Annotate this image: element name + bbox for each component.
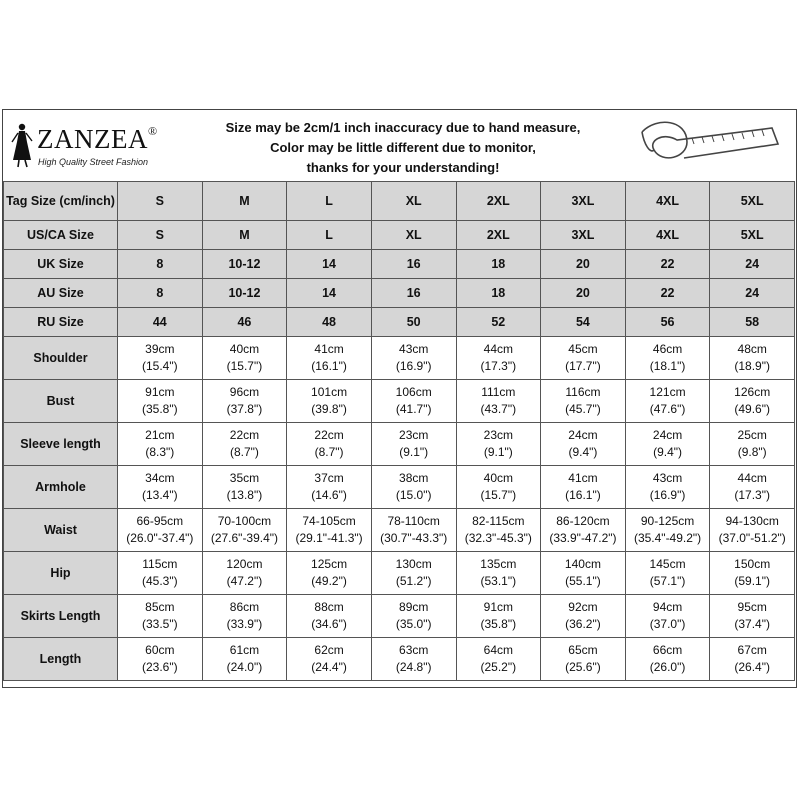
size-cell: 5XL <box>710 182 795 221</box>
size-cell: L <box>287 182 372 221</box>
inch-value: (15.7") <box>480 488 517 502</box>
cm-value: 130cm <box>395 557 432 571</box>
inch-value: (13.8") <box>226 488 263 502</box>
size-cell: 14 <box>287 250 372 279</box>
notice-line: thanks for your understanding! <box>306 160 500 175</box>
size-cell: 52 <box>456 308 541 337</box>
cm-value: 116cm <box>565 385 601 399</box>
inch-value: (17.7") <box>565 359 601 373</box>
measurement-cell <box>118 638 203 681</box>
row-header: Armhole <box>4 466 118 509</box>
measurement-cell <box>456 638 541 681</box>
cm-value: 65cm <box>568 643 598 657</box>
row-header: UK Size <box>4 250 118 279</box>
size-cell: 16 <box>371 279 456 308</box>
size-row <box>4 250 795 279</box>
measurement-cell <box>456 552 541 595</box>
size-cell: 8 <box>118 250 203 279</box>
measurement-cell <box>118 380 203 423</box>
measurement-cell <box>456 466 541 509</box>
cm-value: 85cm <box>145 600 175 614</box>
inch-value: (45.7") <box>565 402 601 416</box>
measurement-cell <box>118 595 203 638</box>
size-cell: 56 <box>625 308 710 337</box>
size-cell: 10-12 <box>202 279 287 308</box>
cm-value: 96cm <box>229 385 260 399</box>
cm-value: 121cm <box>649 385 686 399</box>
row-header: Sleeve length <box>4 423 118 466</box>
row-header: Length <box>4 638 118 681</box>
measurement-cell <box>541 380 626 423</box>
measurement-row <box>4 595 795 638</box>
size-cell: M <box>202 182 287 221</box>
inch-value: (47.6") <box>649 402 686 416</box>
measurement-cell <box>710 595 795 638</box>
row-header: Shoulder <box>4 337 118 380</box>
cm-value: 70-100cm <box>217 514 272 528</box>
measurement-cell <box>541 595 626 638</box>
measurement-cell <box>371 337 456 380</box>
size-cell: 18 <box>456 279 541 308</box>
inch-value: (8.3") <box>145 445 175 459</box>
measurement-row <box>4 337 795 380</box>
measurement-cell <box>118 466 203 509</box>
row-header: Tag Size (cm/inch) <box>4 182 118 221</box>
size-cell: 20 <box>541 250 626 279</box>
inch-value: (15.0") <box>395 488 432 502</box>
size-cell: M <box>202 221 287 250</box>
measurement-cell <box>625 466 710 509</box>
cm-value: 86cm <box>229 600 260 614</box>
brand-name: ZANZEA® <box>37 124 158 154</box>
inch-value: (8.7") <box>229 445 259 459</box>
measurement-cell <box>287 466 372 509</box>
cm-value: 92cm <box>568 600 598 614</box>
measurement-cell <box>202 466 287 509</box>
cm-value: 41cm <box>314 342 344 356</box>
inch-value: (24.8") <box>395 660 432 674</box>
cm-value: 66-95cm <box>136 514 184 528</box>
cm-value: 90-125cm <box>640 514 695 528</box>
cm-value: 106cm <box>395 385 432 399</box>
inch-value: (59.1") <box>734 574 770 588</box>
size-cell: 24 <box>710 250 795 279</box>
inch-value: (24.4") <box>311 660 347 674</box>
measurement-cell <box>456 380 541 423</box>
inch-value: (39.8") <box>311 402 347 416</box>
inch-value: (16.1") <box>311 359 347 373</box>
row-header: AU Size <box>4 279 118 308</box>
size-cell: 18 <box>456 250 541 279</box>
brand-tagline: High Quality Street Fashion <box>38 157 149 167</box>
cm-value: 38cm <box>399 471 429 485</box>
size-cell: 2XL <box>456 221 541 250</box>
size-cell: 20 <box>541 279 626 308</box>
measuring-tape-icon <box>632 114 782 176</box>
size-cell: 4XL <box>625 182 710 221</box>
inch-value: (9.4") <box>653 445 683 459</box>
size-cell: 24 <box>710 279 795 308</box>
measurement-cell <box>541 337 626 380</box>
cm-value: 94cm <box>652 600 683 614</box>
measurement-cell <box>625 638 710 681</box>
inch-value: (45.3") <box>142 574 178 588</box>
cm-value: 44cm <box>737 471 767 485</box>
inch-value: (57.1") <box>649 574 686 588</box>
inch-value: (16.9") <box>649 488 686 502</box>
cm-value: 44cm <box>483 342 513 356</box>
size-table <box>3 181 795 681</box>
measurement-cell <box>371 466 456 509</box>
inch-value: (25.6") <box>565 660 601 674</box>
cm-value: 23cm <box>483 428 513 442</box>
measurement-cell <box>541 638 626 681</box>
row-header: US/CA Size <box>4 221 118 250</box>
inch-value: (18.1") <box>649 359 686 373</box>
measurement-cell <box>202 509 287 552</box>
measurement-cell <box>371 595 456 638</box>
measurement-cell <box>202 423 287 466</box>
cm-value: 63cm <box>399 643 429 657</box>
fashion-model-icon <box>9 122 35 168</box>
row-header: Skirts Length <box>4 595 118 638</box>
size-cell: 5XL <box>710 221 795 250</box>
measurement-cell <box>710 638 795 681</box>
size-cell: 3XL <box>541 182 626 221</box>
cm-value: 37cm <box>314 471 344 485</box>
size-cell: 54 <box>541 308 626 337</box>
cm-value: 101cm <box>311 385 348 399</box>
cm-value: 145cm <box>649 557 686 571</box>
notice-text <box>213 118 593 178</box>
inch-value: (26.0") <box>649 660 686 674</box>
measurement-cell <box>456 509 541 552</box>
cm-value: 46cm <box>652 342 683 356</box>
size-cell: XL <box>371 221 456 250</box>
inch-value: (27.6"-39.4") <box>210 531 279 545</box>
size-chart <box>2 109 797 688</box>
inch-value: (30.7"-43.3") <box>380 531 448 545</box>
measurement-cell <box>371 509 456 552</box>
inch-value: (24.0") <box>226 660 263 674</box>
measurement-cell <box>625 595 710 638</box>
cm-value: 78-110cm <box>387 514 440 528</box>
cm-value: 24cm <box>568 428 598 442</box>
inch-value: (29.1"-41.3") <box>295 531 363 545</box>
measurement-cell <box>710 423 795 466</box>
measurement-row <box>4 552 795 595</box>
inch-value: (37.4") <box>734 617 770 631</box>
inch-value: (26.0"-37.4") <box>126 531 194 545</box>
cm-value: 43cm <box>652 471 683 485</box>
size-row <box>4 279 795 308</box>
inch-value: (14.6") <box>311 488 347 502</box>
cm-value: 22cm <box>229 428 260 442</box>
cm-value: 48cm <box>737 342 767 356</box>
size-cell: 46 <box>202 308 287 337</box>
measurement-cell <box>287 552 372 595</box>
cm-value: 125cm <box>311 557 348 571</box>
measurement-cell <box>710 337 795 380</box>
row-header: Bust <box>4 380 118 423</box>
size-cell: 16 <box>371 250 456 279</box>
cm-value: 21cm <box>145 428 175 442</box>
cm-value: 45cm <box>568 342 598 356</box>
cm-value: 40cm <box>229 342 260 356</box>
size-row <box>4 182 795 221</box>
inch-value: (37.0") <box>649 617 686 631</box>
size-cell: 58 <box>710 308 795 337</box>
cm-value: 25cm <box>737 428 767 442</box>
inch-value: (49.6") <box>734 402 770 416</box>
cm-value: 22cm <box>314 428 344 442</box>
notice-line: Color may be little different due to monitor, <box>270 140 536 155</box>
chart-header <box>3 110 796 181</box>
size-cell: XL <box>371 182 456 221</box>
measurement-cell <box>710 552 795 595</box>
size-cell: S <box>118 182 203 221</box>
cm-value: 111cm <box>481 385 516 399</box>
inch-value: (9.1") <box>483 445 513 459</box>
measurement-cell <box>625 423 710 466</box>
inch-value: (16.9") <box>395 359 432 373</box>
inch-value: (49.2") <box>311 574 347 588</box>
measurement-cell <box>287 638 372 681</box>
inch-value: (15.7") <box>226 359 263 373</box>
size-cell: 14 <box>287 279 372 308</box>
cm-value: 140cm <box>564 557 601 571</box>
inch-value: (55.1") <box>565 574 601 588</box>
cm-value: 34cm <box>145 471 175 485</box>
measurement-cell <box>287 423 372 466</box>
cm-value: 126cm <box>734 385 771 399</box>
measurement-row <box>4 380 795 423</box>
inch-value: (34.6") <box>311 617 347 631</box>
inch-value: (13.4") <box>142 488 178 502</box>
inch-value: (32.3"-45.3") <box>464 531 532 545</box>
cm-value: 40cm <box>483 471 513 485</box>
cm-value: 94-130cm <box>725 514 779 528</box>
measurement-cell <box>710 380 795 423</box>
measurement-cell <box>118 552 203 595</box>
inch-value: (51.2") <box>395 574 432 588</box>
row-header: RU Size <box>4 308 118 337</box>
inch-value: (36.2") <box>565 617 601 631</box>
measurement-cell <box>456 337 541 380</box>
measurement-row <box>4 466 795 509</box>
cm-value: 41cm <box>568 471 598 485</box>
inch-value: (18.9") <box>734 359 770 373</box>
cm-value: 91cm <box>483 600 513 614</box>
size-cell: 4XL <box>625 221 710 250</box>
measurement-cell <box>118 337 203 380</box>
measurement-cell <box>710 509 795 552</box>
measurement-cell <box>202 638 287 681</box>
inch-value: (43.7") <box>480 402 517 416</box>
inch-value: (35.4"-49.2") <box>633 531 702 545</box>
cm-value: 135cm <box>480 557 517 571</box>
inch-value: (37.8") <box>226 402 263 416</box>
cm-value: 23cm <box>399 428 429 442</box>
inch-value: (15.4") <box>142 359 178 373</box>
measurement-cell <box>371 638 456 681</box>
inch-value: (9.4") <box>568 445 598 459</box>
row-header: Waist <box>4 509 118 552</box>
measurement-cell <box>625 337 710 380</box>
measurement-cell <box>625 509 710 552</box>
cm-value: 82-115cm <box>472 514 525 528</box>
inch-value: (9.8") <box>737 445 767 459</box>
measurement-cell <box>118 509 203 552</box>
cm-value: 120cm <box>226 557 263 571</box>
cm-value: 115cm <box>142 557 178 571</box>
cm-value: 67cm <box>737 643 767 657</box>
cm-value: 64cm <box>483 643 513 657</box>
cm-value: 66cm <box>652 643 683 657</box>
size-cell: 3XL <box>541 221 626 250</box>
inch-value: (53.1") <box>480 574 517 588</box>
inch-value: (41.7") <box>395 402 432 416</box>
inch-value: (47.2") <box>226 574 263 588</box>
measurement-cell <box>287 509 372 552</box>
size-cell: 10-12 <box>202 250 287 279</box>
measurement-cell <box>456 595 541 638</box>
measurement-cell <box>287 337 372 380</box>
measurement-cell <box>202 337 287 380</box>
measurement-cell <box>202 380 287 423</box>
notice-line: Size may be 2cm/1 inch inaccuracy due to hand measure, <box>225 120 581 135</box>
inch-value: (33.9"-47.2") <box>549 531 617 545</box>
cm-value: 24cm <box>652 428 683 442</box>
cm-value: 74-105cm <box>302 514 356 528</box>
inch-value: (16.1") <box>565 488 601 502</box>
inch-value: (37.0"-51.2") <box>718 531 786 545</box>
inch-value: (17.3") <box>480 359 517 373</box>
measurement-cell <box>625 380 710 423</box>
measurement-cell <box>202 552 287 595</box>
size-row <box>4 308 795 337</box>
inch-value: (25.2") <box>480 660 517 674</box>
inch-value: (35.8") <box>142 402 178 416</box>
inch-value: (26.4") <box>734 660 770 674</box>
measurement-cell <box>287 595 372 638</box>
cm-value: 89cm <box>399 600 429 614</box>
measurement-cell <box>118 423 203 466</box>
row-header: Hip <box>4 552 118 595</box>
measurement-cell <box>625 552 710 595</box>
measurement-cell <box>541 509 626 552</box>
inch-value: (33.9") <box>226 617 263 631</box>
size-cell: 22 <box>625 250 710 279</box>
measurement-cell <box>710 466 795 509</box>
size-cell: 50 <box>371 308 456 337</box>
measurement-row <box>4 638 795 681</box>
measurement-row <box>4 509 795 552</box>
inch-value: (23.6") <box>142 660 178 674</box>
inch-value: (17.3") <box>734 488 770 502</box>
cm-value: 88cm <box>314 600 344 614</box>
size-cell: 22 <box>625 279 710 308</box>
measurement-cell <box>371 552 456 595</box>
size-cell: 48 <box>287 308 372 337</box>
size-cell: 8 <box>118 279 203 308</box>
measurement-cell <box>287 380 372 423</box>
size-row <box>4 221 795 250</box>
cm-value: 35cm <box>229 471 260 485</box>
measurement-cell <box>541 423 626 466</box>
measurement-cell <box>456 423 541 466</box>
brand-logo <box>7 116 197 176</box>
cm-value: 91cm <box>145 385 175 399</box>
inch-value: (8.7") <box>314 445 344 459</box>
inch-value: (35.8") <box>480 617 517 631</box>
size-cell: 2XL <box>456 182 541 221</box>
inch-value: (9.1") <box>399 445 429 459</box>
size-cell: 44 <box>118 308 203 337</box>
inch-value: (35.0") <box>395 617 432 631</box>
cm-value: 60cm <box>145 643 175 657</box>
measurement-cell <box>541 466 626 509</box>
cm-value: 62cm <box>314 643 344 657</box>
cm-value: 150cm <box>734 557 771 571</box>
cm-value: 95cm <box>737 600 767 614</box>
measurement-cell <box>371 423 456 466</box>
size-cell: L <box>287 221 372 250</box>
measurement-row <box>4 423 795 466</box>
cm-value: 39cm <box>145 342 175 356</box>
measurement-cell <box>202 595 287 638</box>
measurement-cell <box>371 380 456 423</box>
cm-value: 43cm <box>399 342 429 356</box>
cm-value: 86-120cm <box>556 514 610 528</box>
size-cell: S <box>118 221 203 250</box>
measurement-cell <box>541 552 626 595</box>
cm-value: 61cm <box>229 643 260 657</box>
inch-value: (33.5") <box>142 617 178 631</box>
